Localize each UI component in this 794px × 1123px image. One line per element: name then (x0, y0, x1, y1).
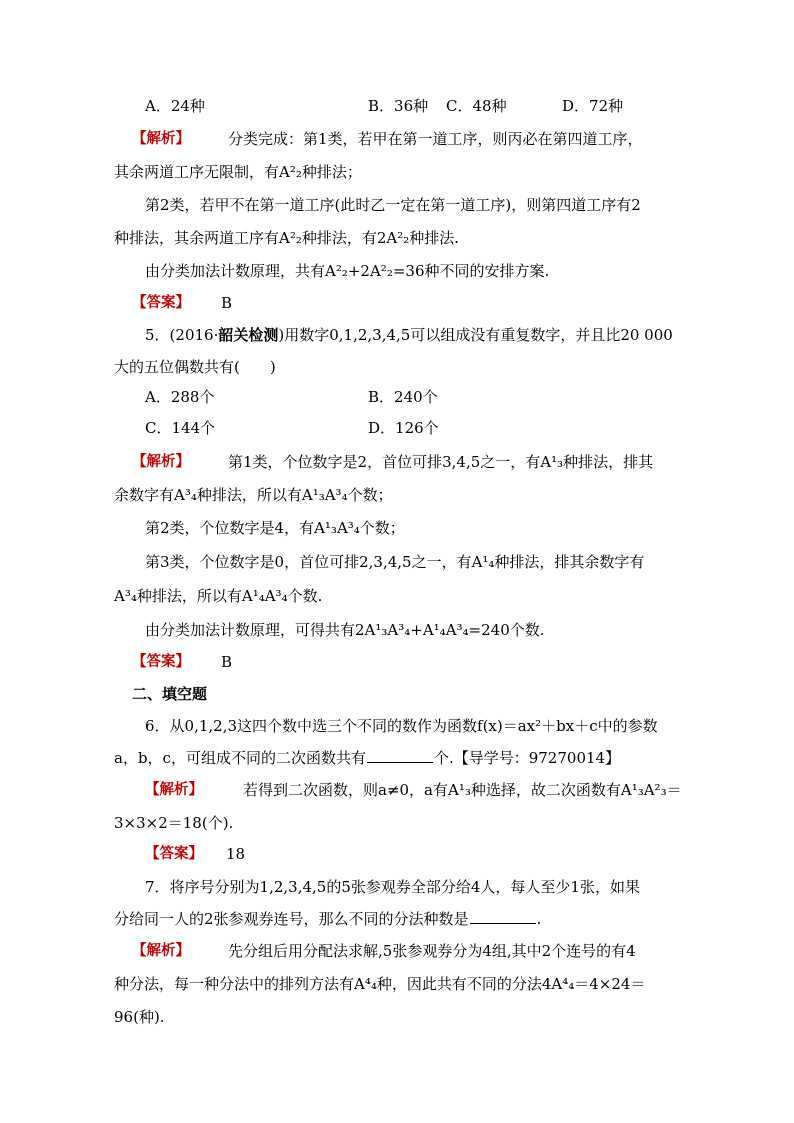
q7-analysis-line-2 (0, 971, 794, 997)
q5-stem-line-2 (0, 354, 794, 380)
q5-option-a: A．288个 (145, 388, 215, 406)
q5-analysis-line-4 (0, 549, 794, 575)
section-heading-row (0, 681, 794, 707)
q7-stem-text-2 (114, 906, 541, 932)
q6-analysis-text-2: 3×3×2＝18(个). (114, 814, 234, 832)
q6-stem-text-1: 6．从0,1,2,3这四个数中选三个不同的数作为函数f(x)＝ax²＋bx＋c中的参数 (145, 717, 658, 735)
q5-answer-label: 【答案】 (132, 654, 190, 670)
q6-analysis-line-2 (0, 810, 794, 836)
q5-option-c: C．144个 (145, 419, 216, 437)
q7-stem-line-2 (0, 906, 794, 932)
q5-stem (145, 322, 673, 348)
q5-analysis-line-6 (0, 617, 794, 643)
q5-answer-row (0, 649, 794, 675)
q4-analysis-text-3: 第2类，若甲不在第一道工序(此时乙一定在第一道工序)，则第四道工序有2 (145, 196, 641, 214)
q6-stem-line-1 (0, 713, 794, 739)
q4-answer-row (0, 290, 794, 316)
q5-analysis-text-5: A³₄种排法，所以有A¹₄A³₄个数. (114, 587, 323, 605)
q4-options-row (0, 93, 794, 119)
q4-analysis-line-2 (0, 159, 794, 185)
q5-analysis-text-6: 由分类加法计数原理，可得共有2A¹₃A³₄+A¹₄A³₄=240个数. (145, 621, 545, 639)
q6-stem-text-2a: a，b，c，可组成不同的二次函数共有 (114, 749, 366, 767)
q4-option-c: C．48种 (446, 97, 507, 115)
q5-analysis-text-2: 余数字有A³₄种排法，所以有A¹₃A³₄个数； (114, 486, 393, 504)
q5-stem-prefix: 5．(2016· (145, 326, 219, 344)
q5-stem-line-1 (0, 322, 794, 348)
q4-option-b: B．36种 (368, 97, 429, 115)
q4-analysis-text-1: 分类完成：第1类，若甲在第一道工序，则丙必在第四道工序， (228, 130, 643, 148)
q6-stem-text-2 (114, 745, 620, 771)
section-heading: 二、填空题 (132, 685, 208, 703)
q4-answer-value: B (221, 294, 233, 312)
q5-analysis-text-1: 第1类，个位数字是2，首位可排3,4,5之一，有A¹₃种排法，排其 (228, 453, 654, 471)
q4-option-a: A．24种 (145, 97, 205, 115)
q5-answer-value: B (221, 653, 233, 671)
q5-analysis-line-5 (0, 583, 794, 609)
q7-analysis-text-3: 96(种). (114, 1008, 165, 1026)
q6-analysis-text-1: 若得到二次函数，则a≠0，a有A¹₃种选择，故二次函数有A¹₃A²₃＝ (243, 781, 682, 799)
q4-analysis-label: 【解析】 (132, 131, 190, 147)
q6-answer-row (0, 841, 794, 867)
q6-stem-text-2b: 个.【导学号：97270014】 (433, 749, 621, 767)
q7-analysis-line-1 (0, 938, 794, 964)
q4-option-d: D．72种 (562, 97, 624, 115)
q5-analysis-label: 【解析】 (132, 454, 190, 470)
q6-analysis-label: 【解析】 (145, 782, 203, 798)
q7-stem-text-1: 7．将序号分别为1,2,3,4,5的5张参观券全部分给4人，每人至少1张，如果 (145, 878, 640, 896)
q4-analysis-text-2: 其余两道工序无限制，有A²₂种排法； (114, 163, 362, 181)
q5-analysis-line-2 (0, 482, 794, 508)
q7-stem-text-2b: . (536, 910, 542, 928)
q5-stem-text-2: 大的五位偶数共有( ) (114, 358, 276, 376)
q4-analysis-line-3 (0, 192, 794, 218)
q5-stem-suffix: )用数字0,1,2,3,4,5可以组成没有重复数字，并且比20 000 (278, 326, 673, 344)
q5-stem-source: 韶关检测 (218, 326, 279, 344)
q7-analysis-line-3 (0, 1004, 794, 1030)
q7-answer-blank (470, 907, 536, 924)
q4-analysis-text-4: 种排法，其余两道工序有A²₂种排法，有2A²₂种排法. (114, 229, 460, 247)
q5-options-row-2 (0, 415, 794, 441)
q4-analysis-text-5: 由分类加法计数原理，共有A²₂+2A²₂=36种不同的安排方案. (145, 262, 550, 280)
q6-analysis-line-1 (0, 777, 794, 803)
q7-stem-line-1 (0, 874, 794, 900)
q7-stem-text-2a: 分给同一人的2张参观券连号，那么不同的分法种数是 (114, 910, 469, 928)
q7-analysis-text-1: 先分组后用分配法求解,5张参观券分为4组,其中2个连号的有4 (228, 942, 636, 960)
q7-analysis-label: 【解析】 (132, 943, 190, 959)
q7-analysis-text-2: 种分法，每一种分法中的排列方法有A⁴₄种，因此共有不同的分法4A⁴₄＝4×24＝ (114, 975, 646, 993)
q5-option-d: D．126个 (368, 419, 439, 437)
q5-option-b: B．240个 (368, 388, 438, 406)
q5-options-row-1 (0, 384, 794, 410)
q6-answer-value: 18 (226, 845, 246, 863)
q4-analysis-line-1 (0, 126, 794, 152)
q5-analysis-line-3 (0, 515, 794, 541)
q5-analysis-line-1 (0, 449, 794, 475)
q5-analysis-text-4: 第3类，个位数字是0，首位可排2,3,4,5之一，有A¹₄种排法，排其余数字有 (145, 553, 645, 571)
q4-answer-label: 【答案】 (132, 295, 190, 311)
q6-answer-blank (367, 746, 433, 763)
q4-analysis-line-4 (0, 225, 794, 251)
q5-analysis-text-3: 第2类，个位数字是4，有A¹₃A³₄个数； (145, 519, 405, 537)
q6-stem-line-2 (0, 745, 794, 771)
q4-analysis-line-5 (0, 258, 794, 284)
q6-answer-label: 【答案】 (145, 846, 203, 862)
